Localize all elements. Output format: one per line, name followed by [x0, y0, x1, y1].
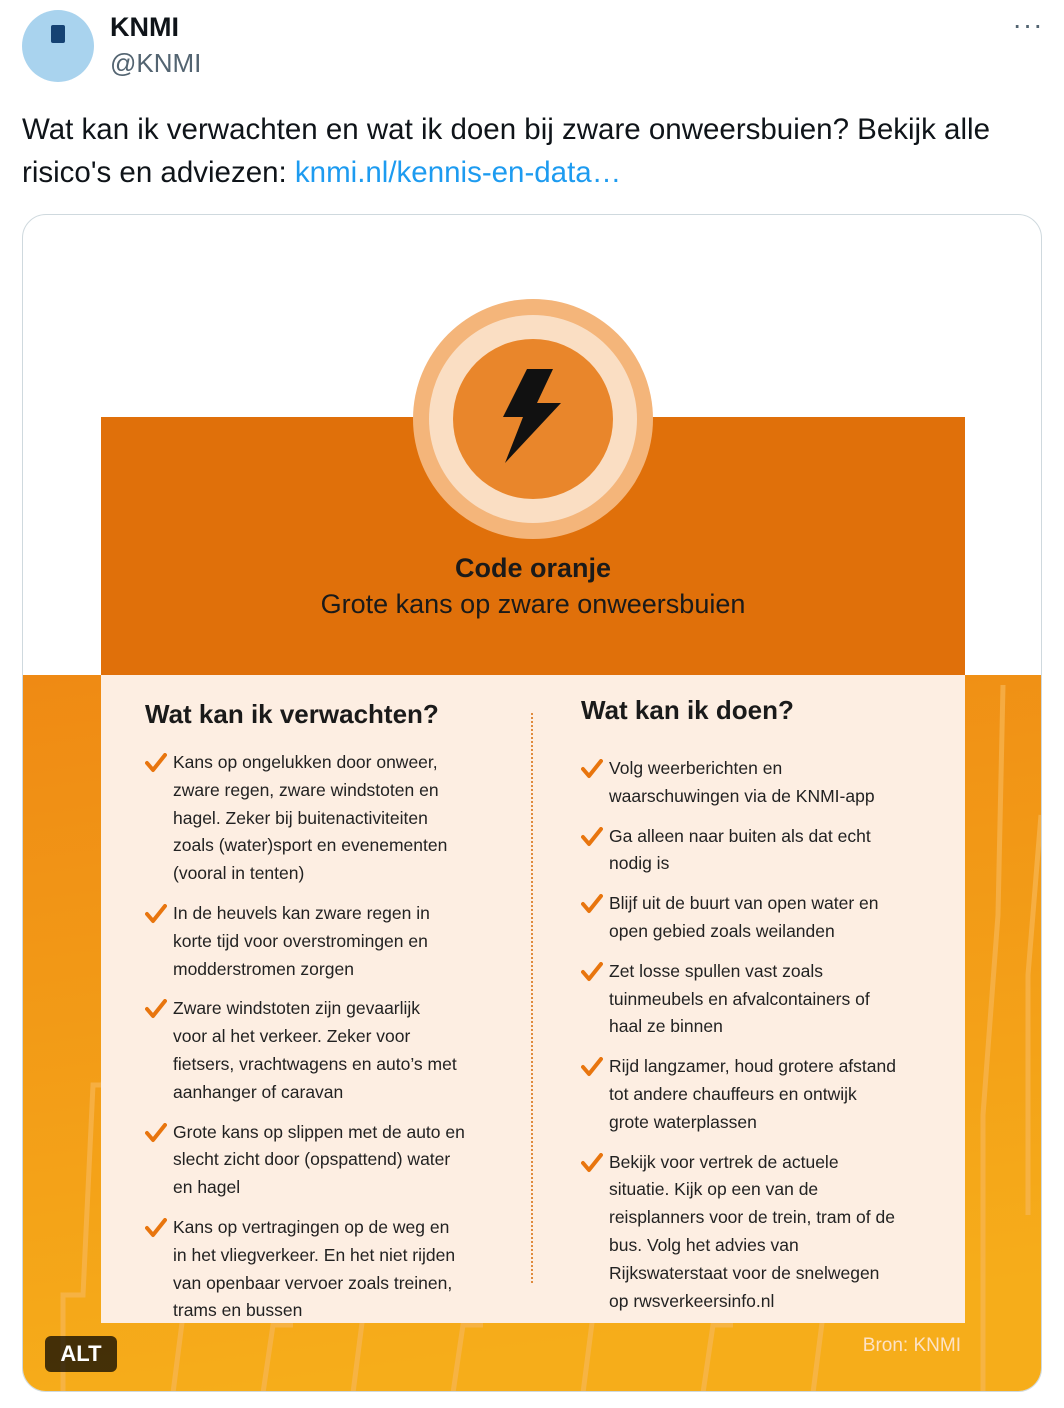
checklist-item — [581, 755, 941, 811]
right-column-title: Wat kan ik doen? — [581, 695, 794, 725]
tweet-text — [22, 108, 1032, 194]
source-credit: Bron: KNMI — [862, 1335, 961, 1356]
checklist-item-line: Bekijk voor vertrek de actuele — [609, 1151, 839, 1172]
checklist-item-line: modderstromen zorgen — [173, 958, 354, 979]
checklist-item-line: hagel. Zeker bij buitenactiviteiten — [173, 807, 428, 828]
code-title: Code oranje — [454, 553, 612, 583]
checklist-item — [581, 823, 941, 879]
checklist-item — [145, 1119, 505, 1202]
checklist-item — [581, 890, 941, 946]
checkmark-icon — [145, 753, 167, 773]
checklist-item-line: Zet losse spullen vast zoals — [609, 960, 823, 981]
checklist-item-line: haal ze binnen — [609, 1016, 723, 1037]
tweet-header — [0, 0, 1064, 90]
checklist-item-line: situatie. Kijk op een van de — [609, 1179, 819, 1200]
checklist-item-line: Kans op vertragingen op de weg en — [173, 1216, 450, 1237]
checkmark-icon — [581, 1057, 603, 1077]
checklist-item-line: zoals (water)sport en evenementen — [173, 835, 448, 856]
checklist-item — [145, 1214, 505, 1325]
checklist-item — [145, 900, 505, 983]
checkmark-icon — [581, 962, 603, 982]
checklist-item-line: zware regen, zware windstoten en — [173, 779, 439, 800]
checklist-item-line: In de heuvels kan zware regen in — [173, 902, 430, 923]
checklist-item-line: Kans op ongelukken door onweer, — [173, 752, 438, 772]
checklist-item-line: trams en bussen — [173, 1300, 303, 1321]
checklist-item-line: aanhanger of caravan — [173, 1081, 344, 1102]
checklist-item-line: waarschuwingen via de KNMI-app — [609, 785, 875, 806]
checklist-item-line: grote waterplassen — [609, 1111, 757, 1132]
checkmark-icon — [145, 904, 167, 924]
checkmark-icon — [581, 759, 603, 779]
checklist-item-line: van openbaar vervoer zoals treinen, — [173, 1272, 453, 1293]
checklist-item-line: Volg weerberichten en — [609, 758, 783, 778]
checklist-item-line: bus. Volg het advies van — [609, 1234, 799, 1255]
checklist-item-line: nodig is — [609, 853, 670, 874]
checkmark-icon — [145, 1218, 167, 1238]
checkmark-icon — [581, 827, 603, 847]
user-handle: @KNMI — [110, 48, 202, 78]
column-divider — [531, 713, 533, 1283]
checklist-item-line: Rijkswaterstaat voor de snelwegen — [609, 1262, 880, 1283]
tweet-body: Wat kan ik verwachten en wat ik doen bij zware onweersbuien? Bekijk alle risico's en adviezen: — [22, 113, 990, 189]
expect-list — [145, 749, 505, 1337]
checklist-item-line: Ga alleen naar buiten als dat echt — [609, 825, 871, 846]
checklist-item-line: Zware windstoten zijn gevaarlijk — [173, 998, 421, 1019]
checklist-item-line: Blijf uit de buurt van open water en — [609, 893, 879, 914]
checkmark-icon — [581, 894, 603, 914]
tweet-media-image[interactable] — [22, 214, 1042, 1392]
checklist-item-line: in het vliegverkeer. En het niet rijden — [173, 1244, 456, 1265]
checklist-item-line: slecht zicht door (opspattend) water — [173, 1149, 451, 1170]
checklist-item-line: fietsers, vrachtwagens en auto’s met — [173, 1053, 457, 1074]
checkmark-icon — [145, 999, 167, 1019]
code-subtitle: Grote kans op zware onweersbuien — [320, 589, 746, 619]
checklist-item — [581, 958, 941, 1041]
checklist-item — [145, 749, 505, 888]
checklist-item-line: tot andere chauffeurs en ontwijk — [609, 1083, 857, 1104]
advice-list — [581, 755, 941, 1327]
checklist-item-line: open gebied zoals weilanden — [609, 920, 835, 941]
advice-panel — [101, 675, 965, 1323]
checklist-item-line: Rijd langzamer, houd grotere afstand — [609, 1056, 896, 1077]
checkmark-icon — [581, 1153, 603, 1173]
avatar[interactable] — [22, 10, 94, 82]
checklist-item-line: voor al het verkeer. Zeker voor — [173, 1026, 411, 1047]
checklist-item — [581, 1149, 941, 1316]
checklist-item — [581, 1053, 941, 1136]
checklist-item-line: reisplanners voor de trein, tram of de — [609, 1207, 895, 1228]
checklist-item — [145, 995, 505, 1106]
checklist-item-line: op rwsverkeersinfo.nl — [609, 1290, 775, 1311]
lightning-bolt-icon — [493, 365, 573, 465]
knmi-crest-icon — [51, 25, 65, 43]
tweet-link[interactable]: knmi.nl/kennis-en-data… — [294, 156, 622, 189]
more-horizontal-icon[interactable]: ··· — [1012, 9, 1044, 40]
checklist-item-line: tuinmeubels en afvalcontainers of — [609, 988, 870, 1009]
alt-text-badge[interactable]: ALT — [45, 1336, 117, 1372]
left-column-title: Wat kan ik verwachten? — [145, 699, 439, 729]
checklist-item-line: korte tijd voor overstromingen en — [173, 930, 428, 951]
checkmark-icon — [145, 1123, 167, 1143]
checklist-item-line: Grote kans op slippen met de auto en — [173, 1121, 465, 1142]
display-name[interactable]: KNMI — [110, 12, 179, 42]
checklist-item-line: en hagel — [173, 1177, 241, 1198]
checklist-item-line: (vooral in tenten) — [173, 863, 305, 884]
